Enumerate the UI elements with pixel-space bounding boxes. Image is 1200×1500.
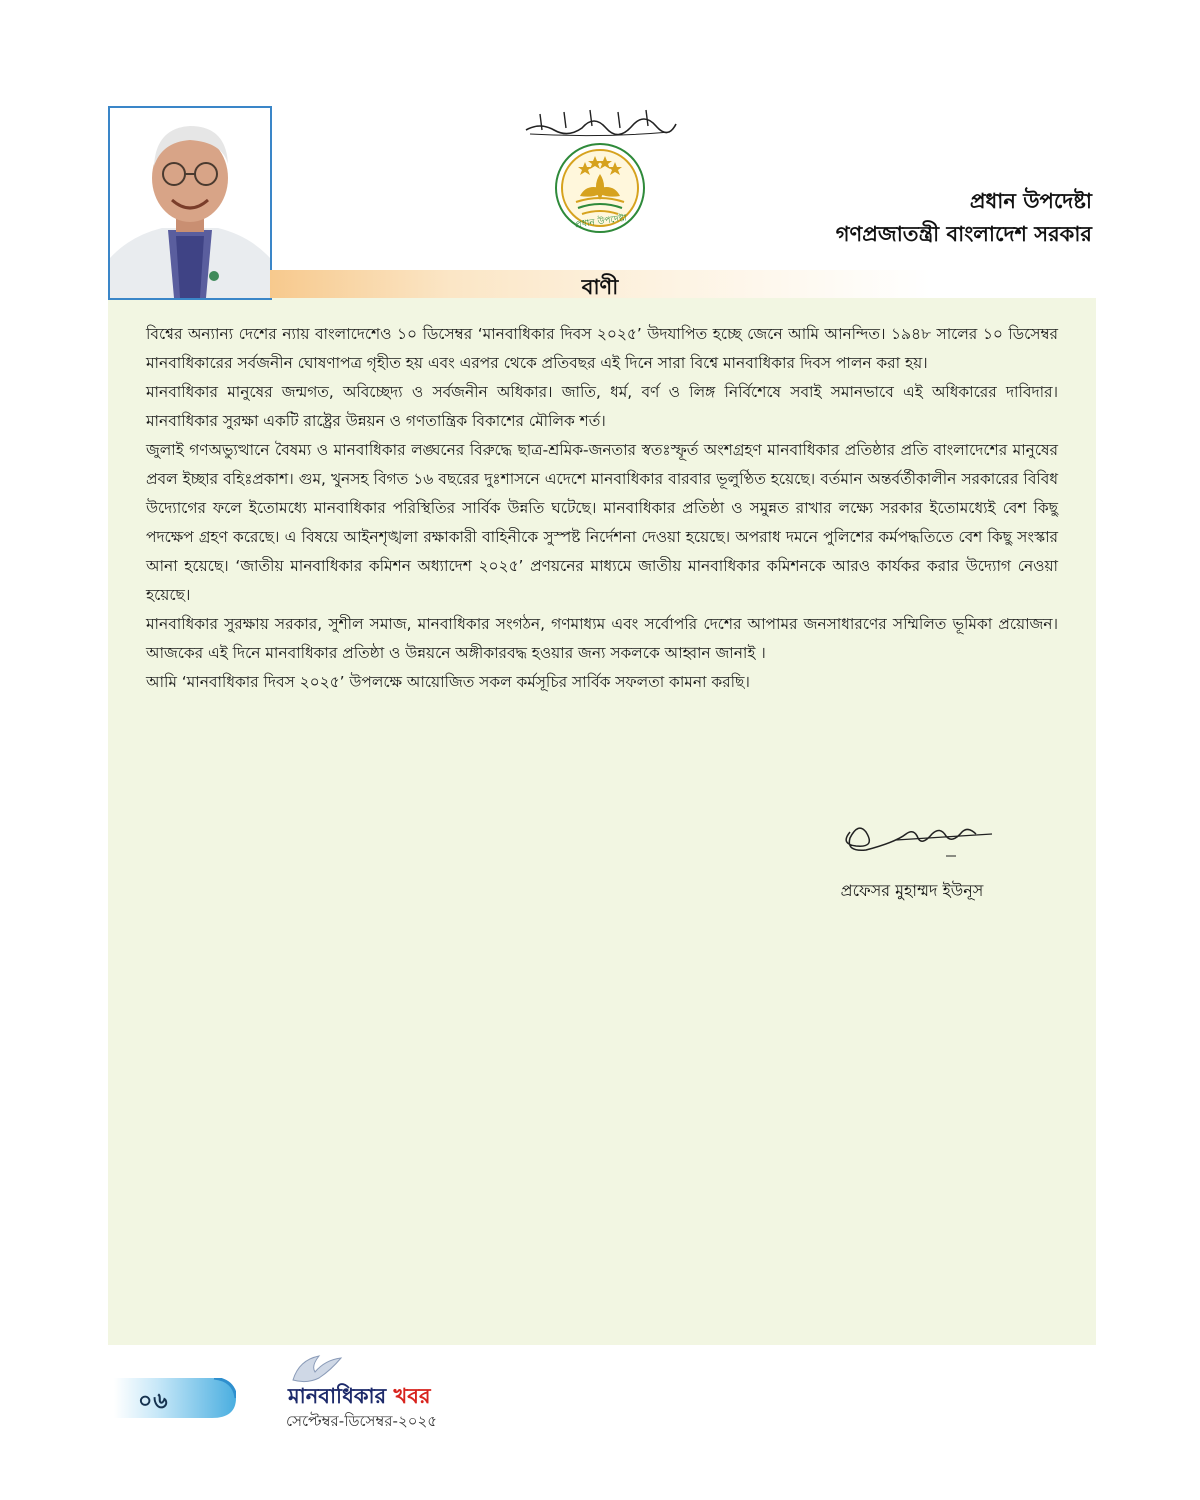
magazine-issue: সেপ্টেম্বর-ডিসেম্বর-২০২৫ [286, 1412, 437, 1430]
office-line-2: গণপ্রজাতন্ত্রী বাংলাদেশ সরকার [835, 222, 1092, 246]
message-body [146, 320, 1058, 697]
office-line-1: প্রধান উপদেষ্টা [969, 189, 1092, 213]
emblem-caption: প্রধান উপদেষ্টা [574, 213, 628, 231]
bismillah-calligraphy [520, 104, 680, 140]
magazine-title-part2: খবর [393, 1383, 431, 1408]
paragraph-2: মানবাধিকার মানুষের জন্মগত, অবিচ্ছেদ্য ও সর্বজনীন অধিকার। জাতি, ধর্ম, বর্ণ ও লিঙ্গ নির্বিশেষে সবাই সমানভাবে এই অধিকারের দাবিদার। মানবাধিকার সুরক্ষা একটি রাষ্ট্রের উন্নয়ন ও গণতান্ত্রিক বিকাশের মৌলিক শর্ত। [146, 383, 1058, 430]
dove-logo-icon [289, 1350, 349, 1384]
title-strip [270, 270, 1096, 298]
signatory-name: প্রফেসর মুহাম্মদ ইউনূস [840, 881, 984, 900]
page-number: ০৬ [138, 1389, 169, 1414]
paragraph-5: আমি ‘মানবাধিকার দিবস ২০২৫’ উপলক্ষে আয়োজিত সকল কর্মসূচির সার্বিক সফলতা কামনা করছি। [146, 673, 750, 691]
handwritten-signature [836, 812, 996, 872]
magazine-title-part1: মানবাধিকার [288, 1383, 387, 1408]
paragraph-1: বিশ্বের অন্যান্য দেশের ন্যায় বাংলাদেশেও ১০ ডিসেম্বর ‘মানবাধিকার দিবস ২০২৫’ উদযাপিত হচ্ছে জেনে আমি আনন্দিত। ১৯৪৮ সালের ১০ ডিসেম্বর মানবাধিকারের সর্বজনীন ঘোষণাপত্র গৃহীত হয় এবং এরপর থেকে প্রতিবছর এই দিনে সারা বিশ্বে মানবাধিকার দিবস পালন করা হয়। [146, 325, 1058, 372]
message-title: বাণী [581, 275, 619, 299]
office-heading [836, 185, 1092, 251]
paragraph-3: জুলাই গণঅভ্যুত্থানে বৈষম্য ও মানবাধিকার লঙ্ঘনের বিরুদ্ধে ছাত্র-শ্রমিক-জনতার স্বতঃস্ফূর্ত অংশগ্রহণ মানবাধিকার প্রতিষ্ঠার প্রতি বাংলাদেশের মানুষের প্রবল ইচ্ছার বহিঃপ্রকাশ। গুম, খুনসহ বিগত ১৬ বছরের দুঃশাসনে এদেশে মানবাধিকার বারবার ভূলুণ্ঠিত হয়েছে। বর্তমান অন্তর্বর্তীকালীন সরকারের বিবিধ উদ্যোগের ফলে ইতোমধ্যে মানবাধিকার পরিস্থিতির সার্বিক উন্নতি ঘটেছে। মানবাধিকার প্রতিষ্ঠা ও সমুন্নত রাখার লক্ষ্যে সরকার ইতোমধ্যেই বেশ কিছু পদক্ষেপ গ্রহণ করেছে। এ বিষয়ে আইনশৃঙ্খলা রক্ষাকারী বাহিনীকে সুস্পষ্ট নির্দেশনা দেওয়া হয়েছে। অপরাধ দমনে পুলিশের কর্মপদ্ধতিতে বেশ কিছু সংস্কার আনা হয়েছে। ‘জাতীয় মানবাধিকার কমিশন অধ্যাদেশ ২০২৫’ প্রণয়নের মাধ্যমে জাতীয় মানবাধিকার কমিশনকে আরও কার্যকর করার উদ্যোগ নেওয়া হয়েছে। [146, 441, 1058, 604]
portrait-photo [108, 106, 272, 300]
paragraph-4: মানবাধিকার সুরক্ষায় সরকার, সুশীল সমাজ, মানবাধিকার সংগঠন, গণমাধ্যম এবং সর্বোপরি দেশের আপামর জনসাধারণের সম্মিলিত ভূমিকা প্রয়োজন। আজকের এই দিনে মানবাধিকার প্রতিষ্ঠা ও উন্নয়নে অঙ্গীকারবদ্ধ হওয়ার জন্য সকলকে আহ্বান জানাই । [146, 615, 1058, 662]
